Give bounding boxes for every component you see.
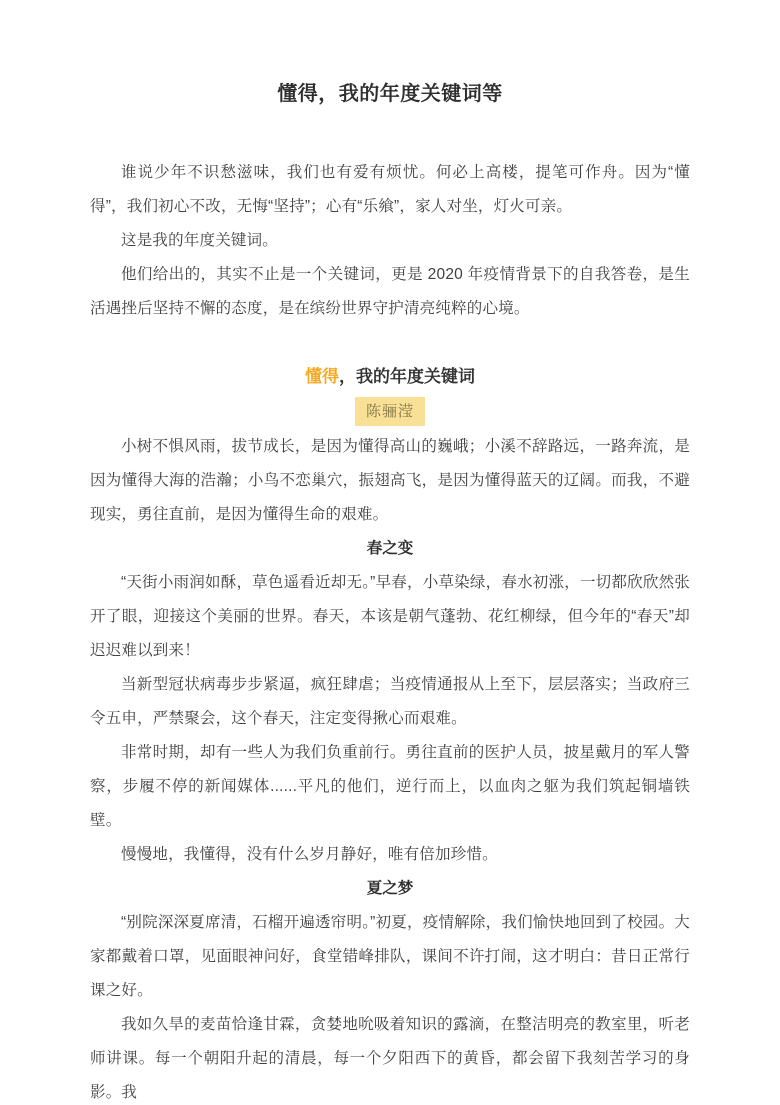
blank-line-spacer xyxy=(90,326,690,360)
author-row xyxy=(90,397,690,426)
section-heading-spring: 春之变 xyxy=(366,540,414,557)
subtitle-rest: ，我的年度关键词 xyxy=(339,367,475,386)
intro-paragraph-3: 他们给出的，其实不止是一个关键词，更是 2020 年疫情背景下的自我答卷，是生活遇挫后坚持不懈的态度，是在缤纷世界守护清亮纯粹的心境。 xyxy=(90,266,690,317)
article-lead-paragraph: 小树不惧风雨，拔节成长，是因为懂得高山的巍峨；小溪不辞路远，一路奔流，是因为懂得大海的浩瀚；小鸟不恋巢穴，振翅高飞，是因为懂得蓝天的辽阔。而我，不避现实，勇往直前，是因为懂得生命的艰难。 xyxy=(90,438,690,523)
summer-paragraph-1: “别院深深夏席清，石榴开遍透帘明。”初夏，疫情解除，我们愉快地回到了校园。大家都戴着口罩，见面眼神问好，食堂错峰排队，课间不许打闹，这才明白：昔日正常行课之好。 xyxy=(90,914,690,999)
article-subtitle xyxy=(90,360,690,394)
intro-paragraph-1: 谁说少年不识愁滋味，我们也有爱有烦忧。何必上高楼，提笔可作舟。因为“懂得”，我们初心不改，无悔“坚持”；心有“乐飨”，家人对坐，灯火可亲。 xyxy=(90,164,690,215)
summer-paragraph-2: 我如久旱的麦苗恰逢甘霖，贪婪地吮吸着知识的露滴，在整洁明亮的教室里，听老师讲课。每一个朝阳升起的清晨，每一个夕阳西下的黄昏，都会留下我刻苦学习的身影。我 xyxy=(90,1016,690,1101)
spring-paragraph-3: 非常时期，却有一些人为我们负重前行。勇往直前的医护人员，披星戴月的军人警察，步履不停的新闻媒体......平凡的他们，逆行而上，以血肉之躯为我们筑起铜墙铁壁。 xyxy=(90,744,690,829)
author-badge: 陈骊滢 xyxy=(355,397,425,426)
spring-paragraph-2: 当新型冠状病毒步步紧逼，疯狂肆虐；当疫情通报从上至下，层层落实；当政府三令五申，严禁聚会，这个春天，注定变得揪心而艰难。 xyxy=(90,676,690,727)
section-heading-summer: 夏之梦 xyxy=(366,880,414,897)
spring-paragraph-1: “天街小雨润如酥，草色遥看近却无。”早春，小草染绿，春水初涨，一切都欣欣然张开了眼，迎接这个美丽的世界。春天，本该是朝气蓬勃、花红柳绿，但今年的“春天”却迟迟难以到来！ xyxy=(90,574,690,659)
spring-paragraph-4: 慢慢地，我懂得，没有什么岁月静好，唯有倍加珍惜。 xyxy=(121,846,498,863)
intro-paragraph-2: 这是我的年度关键词。 xyxy=(121,232,279,249)
page-title: 懂得，我的年度关键词等 xyxy=(277,83,503,105)
subtitle-keyword-highlight: 懂得 xyxy=(305,367,339,386)
